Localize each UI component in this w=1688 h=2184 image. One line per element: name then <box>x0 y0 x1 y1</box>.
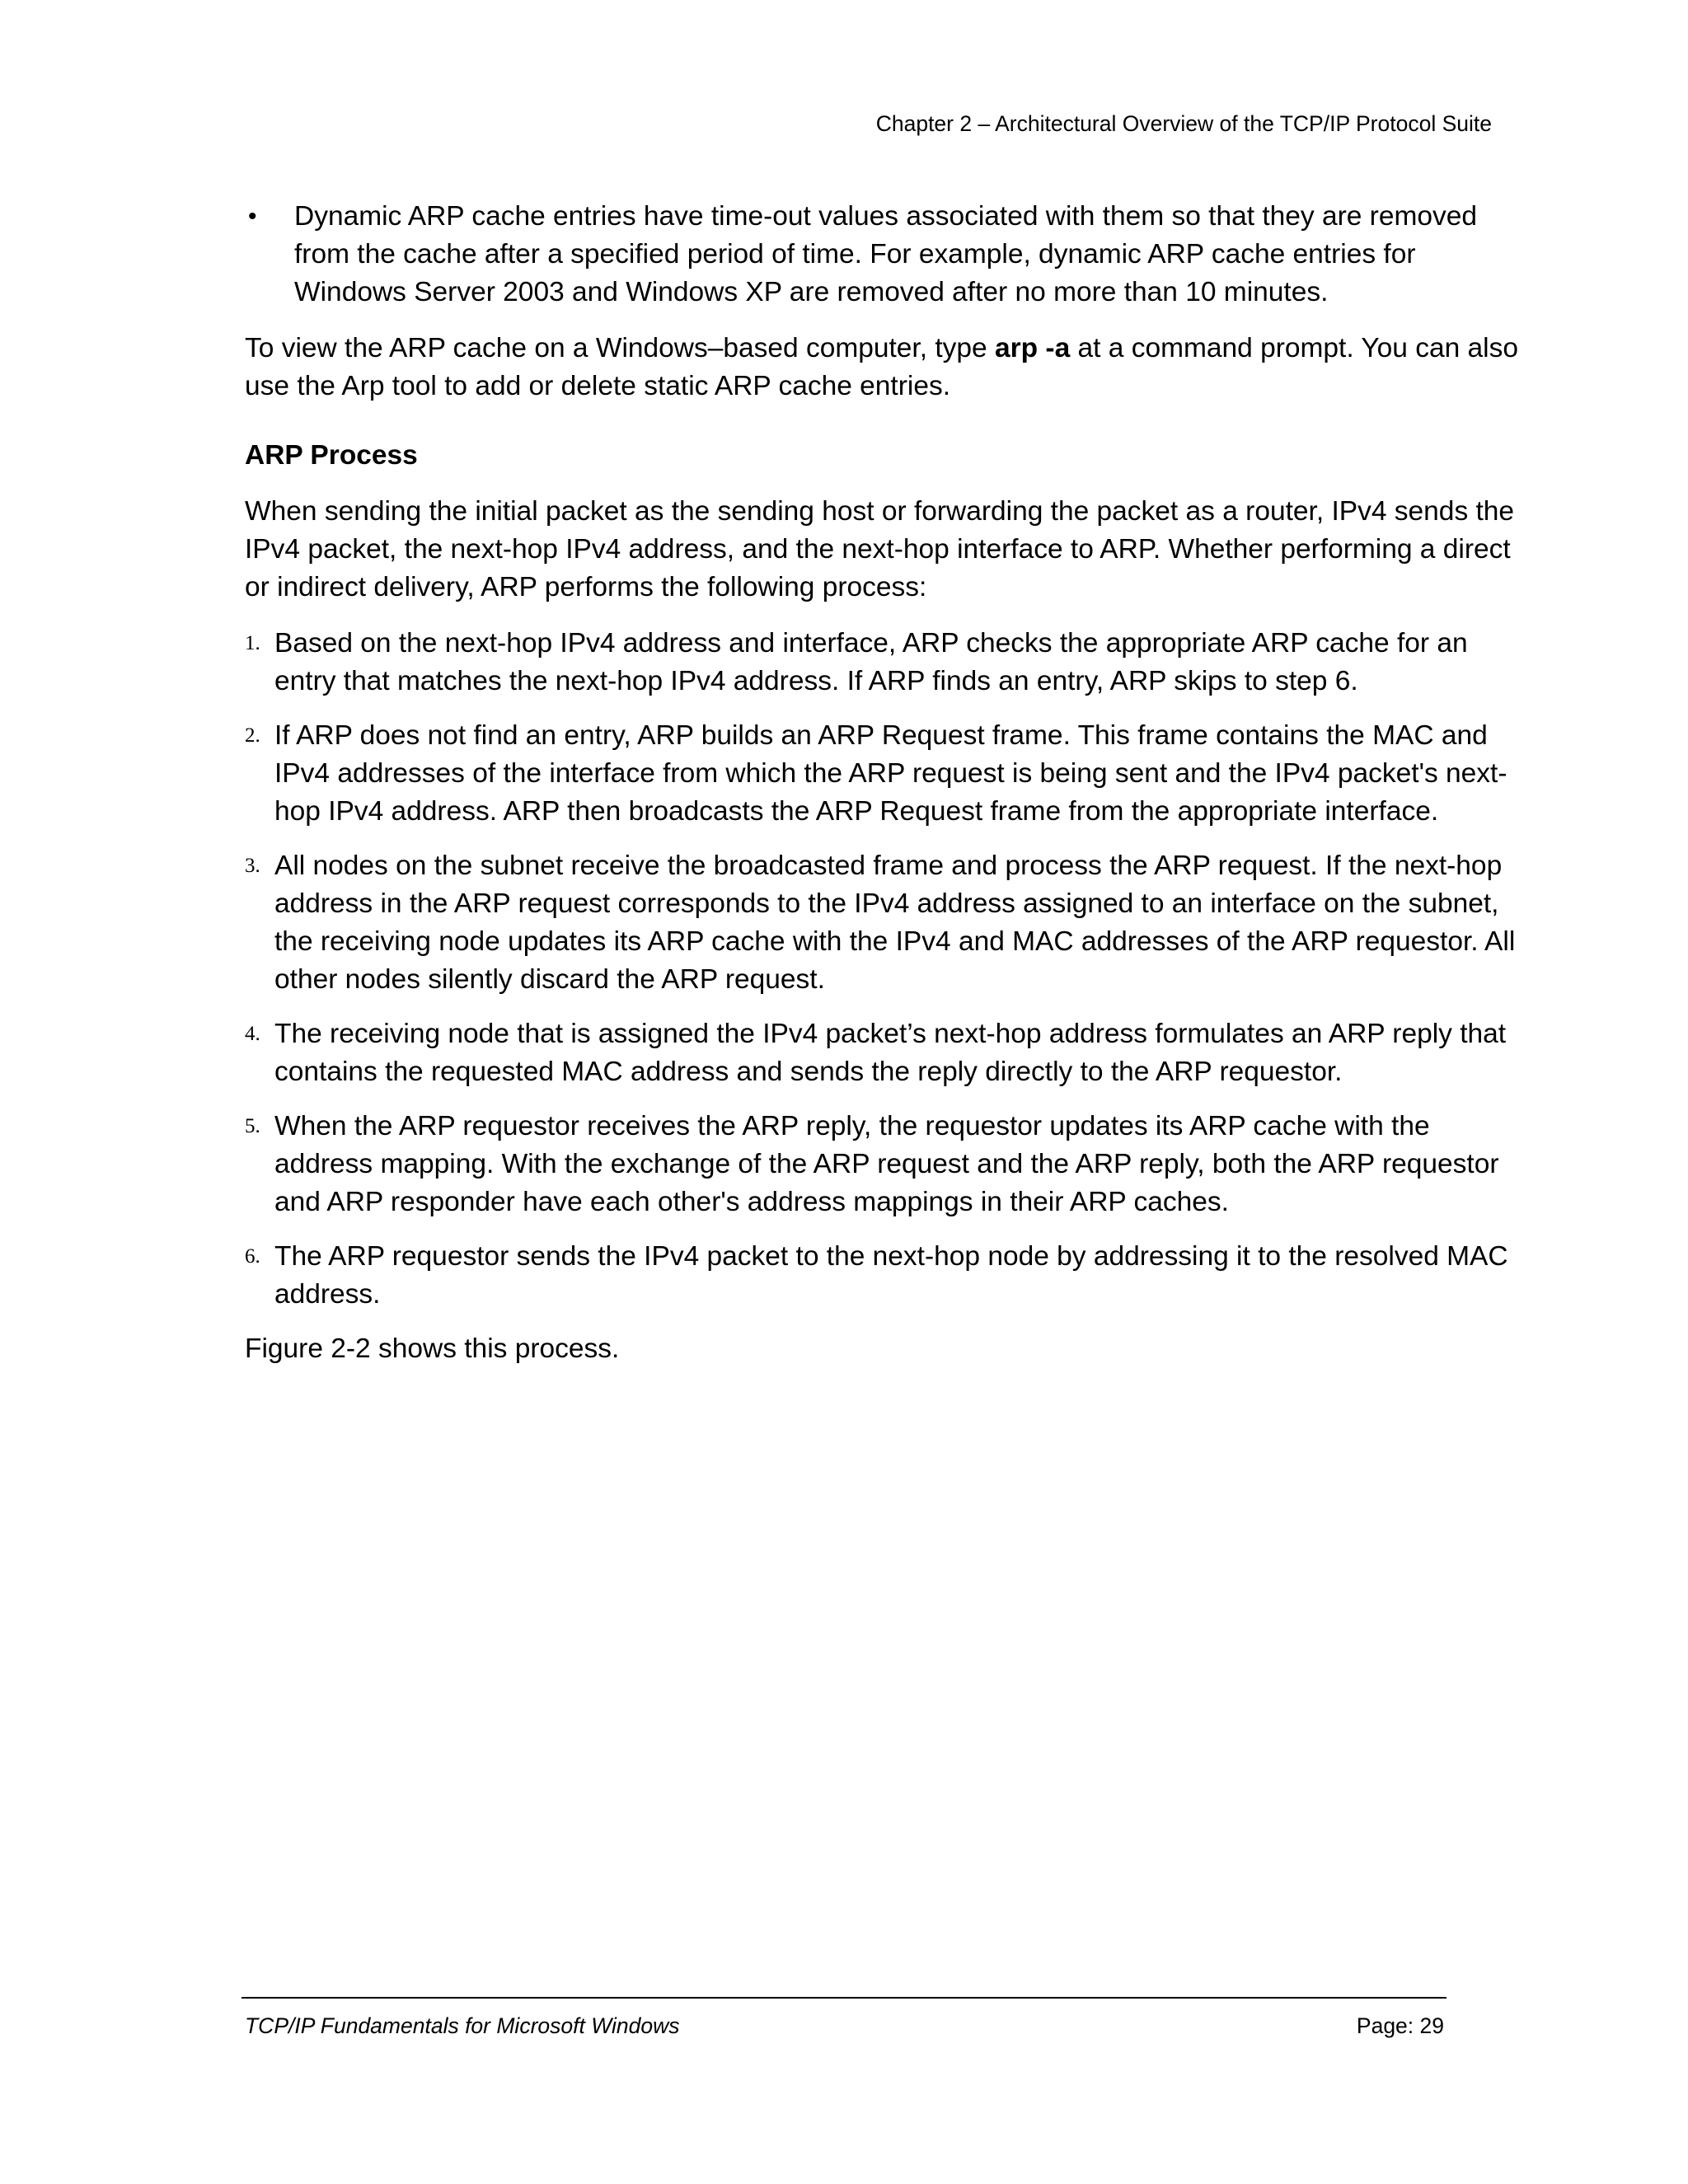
process-steps <box>245 625 1531 1314</box>
arp-cache-paragraph <box>245 330 1531 405</box>
step-number: 2. <box>245 724 260 747</box>
arp-command: arp -a <box>994 333 1071 363</box>
bullet-text: Dynamic ARP cache entries have time-out values associated with them so that they are removed from the cache after a specified period of time. For example, dynamic ARP cache entries for Windows Server 2003 and Windows XP are removed after no more than 10 minutes. <box>294 201 1478 307</box>
step-item <box>245 625 1531 701</box>
step-item <box>245 1108 1531 1221</box>
footer-book-title: TCP/IP Fundamentals for Microsoft Windows <box>245 2013 680 2038</box>
paragraph-text-before: To view the ARP cache on a Windows–based computer, type <box>245 333 995 363</box>
step-number: 4. <box>245 1023 260 1045</box>
step-number: 6. <box>245 1245 260 1268</box>
section-heading: ARP Process <box>245 440 418 471</box>
step-number: 3. <box>245 855 260 877</box>
paragraph-text-after: at a command prompt. You can also use the Arp tool to add or delete static ARP cache entries. <box>245 333 1518 401</box>
running-header: Chapter 2 – Architectural Overview of the TCP/IP Protocol Suite <box>875 111 1492 136</box>
step-text: When the ARP requestor receives the ARP reply, the requestor updates its ARP cache with the address mapping. With the exchange of the ARP request and the ARP reply, both the ARP requestor and ARP responder have each other's address mappings in their ARP caches. <box>274 1111 1499 1217</box>
section-intro: When sending the initial packet as the sending host or forwarding the packet as a router, IPv4 sends the IPv4 packet, the next-hop IPv4 address, and the next-hop interface to ARP. Whether performing a direct or indirect delivery, ARP performs the following process: <box>245 496 1515 602</box>
bullet-marker: • <box>248 203 257 230</box>
step-text: The receiving node that is assigned the IPv4 packet’s next-hop address formulates an ARP reply that contains the requested MAC address and sends the reply directly to the ARP requestor. <box>274 1019 1507 1087</box>
step-number: 1. <box>245 632 260 654</box>
step-text: If ARP does not find an entry, ARP builds an ARP Request frame. This frame contains the MAC and IPv4 addresses of the interface from which the ARP request is being sent and the IPv4 packet's next-hop IPv4 address. ARP then broadcasts the ARP Request frame from the appropriate interface. <box>274 720 1507 827</box>
step-text: Based on the next-hop IPv4 address and interface, ARP checks the appropriate ARP cache for an entry that matches the next-hop IPv4 address. If ARP finds an entry, ARP skips to step 6. <box>274 628 1468 696</box>
step-number: 5. <box>245 1115 260 1137</box>
page-body <box>245 198 1531 1386</box>
list-item <box>245 198 1531 312</box>
figure-reference: Figure 2-2 shows this process. <box>245 1333 620 1364</box>
step-item <box>245 1015 1531 1091</box>
page-number: Page: 29 <box>1356 2013 1444 2038</box>
step-item <box>245 1238 1531 1314</box>
bullet-list <box>245 198 1531 312</box>
step-item <box>245 717 1531 831</box>
step-text: All nodes on the subnet receive the broadcasted frame and process the ARP request. If the next-hop address in the ARP request corresponds to the IPv4 address assigned to an interface on the subnet, the receiving node updates its ARP cache with the IPv4 and MAC addresses of the ARP requestor. All other nodes silently discard the ARP request. <box>274 851 1516 995</box>
step-text: The ARP requestor sends the IPv4 packet to the next-hop node by addressing it to the resolved MAC address. <box>274 1241 1508 1310</box>
footer-divider <box>241 1997 1447 1999</box>
step-item <box>245 847 1531 999</box>
